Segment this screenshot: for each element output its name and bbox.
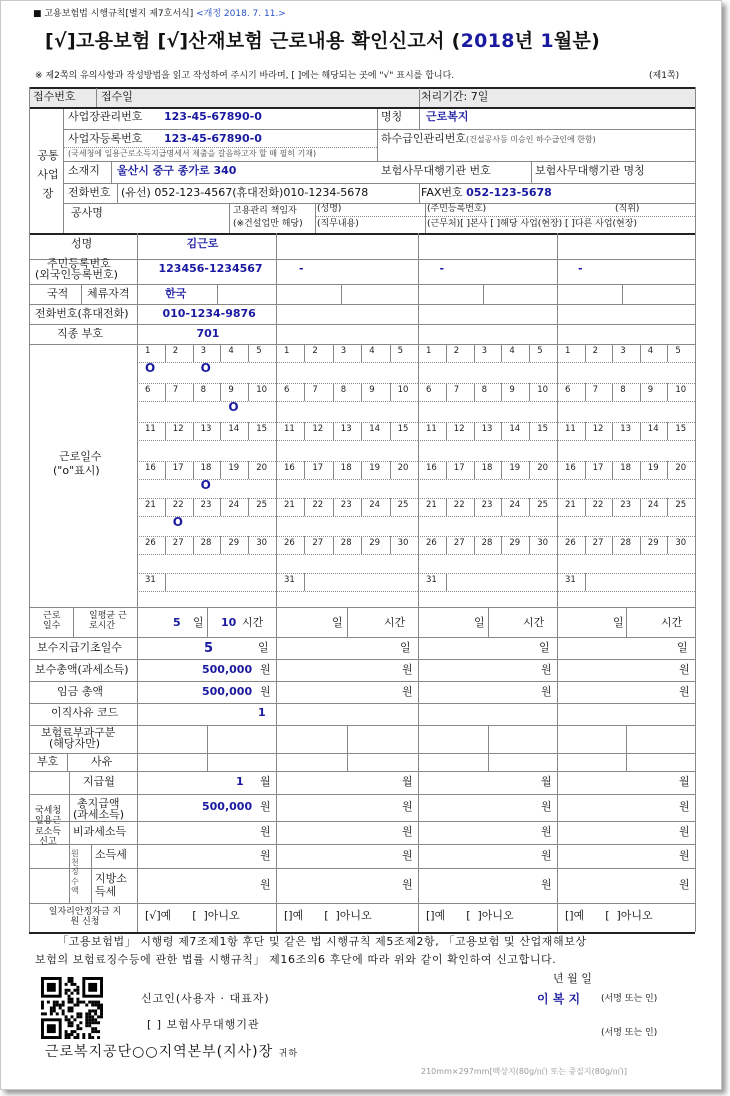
total-pay-label: 총지급액: [77, 797, 120, 810]
calendar-day-number: 13: [200, 424, 212, 434]
work-section-label: 근로 일수: [43, 611, 61, 632]
mgmt-no-label: 사업장관리번호: [68, 110, 143, 123]
calendar-day-number: 1: [284, 346, 290, 356]
calendar-day-number: 27: [453, 538, 465, 548]
worker-name[interactable]: 김근로: [186, 237, 219, 250]
calendar-day-number: 17: [453, 463, 465, 473]
calendar-day-number: 18: [620, 463, 632, 473]
worker-total-pay[interactable]: 500,000: [202, 800, 253, 813]
day-unit: 일: [400, 641, 411, 654]
won-unit: 원: [541, 849, 552, 862]
calendar-day-number: 10: [256, 385, 268, 395]
calendar-day-number: 6: [426, 385, 432, 395]
calendar-day-number: 2: [592, 346, 599, 356]
calendar-day-number: 16: [426, 463, 437, 473]
sign-placeholder-1[interactable]: (서명 또는 인): [601, 994, 658, 1004]
calendar-day-number: 23: [620, 500, 632, 510]
phone-label: 전화번호(휴대전화): [35, 307, 129, 320]
pay-days-label: 보수지급기초일수: [37, 641, 123, 654]
worker-pay-days[interactable]: 5: [204, 641, 214, 656]
worker-leave-code[interactable]: 1: [258, 706, 266, 719]
manager-place: (근무처)[ ]본사 [ ]해당 사업(현장) [ ]다른 사업(현장): [427, 219, 637, 229]
calendar-day-number: 20: [537, 463, 549, 473]
manager-note: (※건설업만 해당): [233, 219, 303, 229]
calendar-day-number: 11: [145, 424, 156, 434]
reg-no-value[interactable]: 123-45-67890-0: [164, 132, 262, 145]
calendar-day-number: 17: [172, 463, 184, 473]
month-unit: 월: [402, 775, 413, 788]
calendar-day-number: 26: [426, 538, 437, 548]
calendar-day-number: 1: [565, 346, 571, 356]
calendar-day-number: 24: [647, 500, 659, 510]
worker-hours[interactable]: 10: [221, 616, 237, 629]
phone-values[interactable]: (유선) 052-123-4567(휴대전화)010-1234-5678: [121, 186, 369, 199]
calendar-day-number: 12: [592, 424, 604, 434]
manager-label: 고용관리 책임자: [233, 206, 297, 216]
page-number: (제1쪽): [649, 71, 680, 81]
calendar-day-number: 22: [172, 500, 184, 510]
reporter-label: 신고인(사용자 · 대표자): [141, 992, 270, 1005]
calendar-day-number: 2: [172, 346, 179, 356]
calendar-day-number: 9: [369, 385, 375, 395]
worker-nationality[interactable]: 한국: [165, 287, 187, 300]
work-day-mark[interactable]: O: [200, 361, 211, 375]
calendar-day-number: 10: [537, 385, 549, 395]
calendar-day-number: 4: [509, 346, 515, 356]
won-unit: 원: [402, 800, 413, 813]
worker-id[interactable]: -: [299, 262, 304, 275]
calendar-day-number: 23: [340, 500, 352, 510]
premium-class-label: 보험료부과구분: [41, 726, 116, 739]
won-unit: 원: [260, 685, 271, 698]
worker-work-days[interactable]: 5: [173, 616, 181, 629]
calendar-day-number: 6: [565, 385, 571, 395]
calendar-day-number: 30: [256, 538, 268, 548]
calendar-day-number: 18: [340, 463, 352, 473]
company-name-label: 명칭: [381, 110, 403, 123]
local-tax-label: 지방소득세: [95, 872, 127, 898]
job-stability-choice[interactable]: []예 [ ]아니오: [565, 909, 653, 922]
work-days-note: ("o"표시): [53, 464, 100, 477]
calendar-day-number: 7: [172, 385, 179, 395]
calendar-day-number: 25: [397, 500, 409, 510]
calendar-day-number: 12: [172, 424, 184, 434]
won-unit: 원: [679, 800, 690, 813]
calendar-day-number: 31: [145, 575, 156, 585]
day-unit: 일: [332, 616, 343, 629]
address-label: 소재지: [68, 164, 100, 177]
day-unit: 일: [474, 616, 485, 629]
work-day-mark[interactable]: O: [228, 400, 239, 414]
calendar-day-number: 4: [228, 346, 234, 356]
receipt-date-label: 접수일: [101, 90, 133, 103]
qr-code-icon: [41, 977, 103, 1039]
day-unit: 일: [193, 616, 204, 629]
worker-wage-total[interactable]: 500,000: [202, 685, 253, 698]
agency-name-label: 보험사무대행기관 명칭: [535, 164, 645, 177]
daily-avg-label: 일평균 근로시간: [89, 611, 127, 632]
calendar-day-number: 11: [284, 424, 295, 434]
calendar-day-number: 20: [256, 463, 268, 473]
recipient: 근로복지공단○○지역본부(지사)장 귀하: [45, 1044, 299, 1060]
calendar-day-number: 11: [426, 424, 437, 434]
calendar-day-number: 23: [200, 500, 212, 510]
calendar-day-number: 22: [592, 500, 604, 510]
won-unit: 원: [541, 800, 552, 813]
won-unit: 원: [402, 849, 413, 862]
withheld-label: 원천징수액: [71, 849, 79, 895]
won-unit: 원: [541, 878, 552, 891]
work-day-mark[interactable]: O: [200, 478, 211, 492]
id-label: 주민등록번호: [47, 257, 111, 270]
won-unit: 원: [260, 825, 271, 838]
calendar-day-number: 29: [228, 538, 240, 548]
calendar-day-number: 8: [620, 385, 626, 395]
worker-id[interactable]: -: [439, 262, 445, 275]
calendar-day-number: 27: [592, 538, 604, 548]
work-day-mark[interactable]: O: [145, 361, 156, 375]
calendar-day-number: 14: [228, 424, 240, 434]
calendar-day-number: 13: [481, 424, 493, 434]
calendar-day-number: 3: [200, 346, 207, 356]
calendar-day-number: 24: [369, 500, 381, 510]
work-day-mark[interactable]: O: [172, 515, 183, 529]
calendar-day-number: 16: [284, 463, 295, 473]
day-unit: 일: [613, 616, 624, 629]
leave-code-label: 이직사유 코드: [51, 706, 119, 719]
calendar-day-number: 4: [369, 346, 375, 356]
form-title: [√]고용보험 [√]산재보험 근로내용 확인신고서 (2018년 1월분): [45, 30, 601, 52]
calendar-day-number: 8: [481, 385, 488, 395]
calendar-day-number: 21: [145, 500, 156, 510]
project-name-label: 공사명: [71, 206, 103, 219]
calendar-day-number: 14: [369, 424, 381, 434]
calendar-day-number: 1: [145, 346, 151, 356]
reg-no-label: 사업자등록번호: [68, 132, 143, 145]
calendar-day-number: 7: [592, 385, 599, 395]
calendar-day-number: 15: [675, 424, 687, 434]
calendar-day-number: 22: [312, 500, 324, 510]
calendar-day-number: 19: [228, 463, 240, 473]
won-unit: 원: [679, 825, 690, 838]
calendar-day-number: 31: [565, 575, 576, 585]
wage-total-label: 임금 총액: [57, 685, 104, 698]
month-unit: 월: [541, 775, 552, 788]
month-unit: 월: [260, 775, 271, 788]
agency-no-label: 보험사무대행기관 번호: [381, 164, 491, 177]
calendar-day-number: 25: [537, 500, 549, 510]
calendar-day-number: 24: [509, 500, 521, 510]
calendar-day-number: 2: [453, 346, 460, 356]
manager-duty-label: (직무내용): [317, 219, 359, 229]
name-label: 성명: [71, 237, 93, 250]
visa-label: 체류자격: [87, 287, 130, 300]
calendar-day-number: 25: [256, 500, 268, 510]
calendar-day-number: 5: [397, 346, 404, 356]
hour-unit: 시간: [661, 616, 683, 629]
calendar-day-number: 28: [620, 538, 632, 548]
calendar-day-number: 9: [228, 385, 234, 395]
calendar-day-number: 20: [397, 463, 409, 473]
manager-name-label: (성명): [317, 204, 342, 214]
calendar-day-number: 7: [312, 385, 318, 395]
report-date[interactable]: 년 월 일: [553, 972, 592, 985]
calendar-day-number: 6: [284, 385, 290, 395]
calendar-day-number: 4: [647, 346, 654, 356]
calendar-day-number: 13: [620, 424, 632, 434]
worker-pay-total[interactable]: 500,000: [202, 663, 253, 676]
won-unit: 원: [402, 663, 413, 676]
worker-phone[interactable]: 010-1234-9876: [162, 307, 256, 320]
calendar-day-number: 22: [453, 500, 465, 510]
calendar-day-number: 26: [284, 538, 295, 548]
hour-unit: 시간: [523, 616, 545, 629]
won-unit: 원: [541, 663, 552, 676]
job-stability-label: 일자리안정자금 지원 신청: [48, 907, 122, 928]
job-code-label: 직종 부호: [57, 327, 104, 340]
calendar-day-number: 19: [509, 463, 521, 473]
nationality-label: 국적: [47, 287, 69, 300]
calendar-day-number: 18: [481, 463, 493, 473]
calendar-day-number: 30: [675, 538, 687, 548]
company-section-label: 공통 사업 장: [37, 149, 59, 200]
calendar-day-number: 17: [592, 463, 604, 473]
job-stability-choice[interactable]: []예 [ ]아니오: [426, 909, 514, 922]
calendar-day-number: 31: [284, 575, 295, 585]
calendar-day-number: 8: [200, 385, 207, 395]
calendar-day-number: 29: [647, 538, 659, 548]
manager-pos-label: (직위): [615, 204, 640, 214]
calendar-day-number: 10: [675, 385, 687, 395]
worker-id[interactable]: -: [578, 262, 583, 275]
total-pay-sub-label: (과세소득): [73, 808, 125, 821]
calendar-day-number: 27: [172, 538, 184, 548]
hour-unit: 시간: [242, 616, 264, 629]
calendar-day-number: 31: [426, 575, 437, 585]
calendar-day-number: 14: [509, 424, 521, 434]
mgmt-no-value[interactable]: 123-45-67890-0: [164, 110, 262, 123]
processing-period: 처리기간: 7일: [421, 90, 489, 103]
paper-note: 210mm×297mm[백상지(80g/㎡) 또는 중질지(80g/㎡)]: [421, 1067, 627, 1076]
calendar-day-number: 21: [426, 500, 437, 510]
won-unit: 원: [260, 849, 271, 862]
calendar-day-number: 29: [509, 538, 521, 548]
won-unit: 원: [679, 849, 690, 862]
form-notice: ※ 제2쪽의 유의사항과 작성방법을 읽고 작성하여 주시기 바라며, [ ]에는 해당되는 곳에 "√" 표시를 합니다.: [35, 71, 455, 81]
worker-job-code[interactable]: 701: [196, 327, 220, 340]
reg-no-note: (국세청에 일용근로소득지급명세서 제출을 갈음하고자 할 때 필히 기재): [68, 149, 317, 158]
calendar-day-number: 6: [145, 385, 151, 395]
calendar-day-number: 28: [481, 538, 493, 548]
calendar-day-number: 11: [565, 424, 576, 434]
calendar-day-number: 2: [312, 346, 318, 356]
calendar-day-number: 12: [453, 424, 465, 434]
fax-field[interactable]: FAX번호 052-123-5678: [421, 186, 552, 199]
calendar-day-number: 23: [481, 500, 493, 510]
nontax-label: 비과세소득: [73, 825, 127, 838]
calendar-day-number: 19: [647, 463, 659, 473]
won-unit: 원: [541, 685, 552, 698]
calendar-day-number: 13: [340, 424, 352, 434]
calendar-day-number: 15: [397, 424, 409, 434]
calendar-day-number: 26: [565, 538, 576, 548]
address-value[interactable]: 울산시 중구 종가로 340: [117, 164, 237, 177]
calendar-day-number: 5: [537, 346, 543, 356]
calendar-day-number: 15: [537, 424, 549, 434]
calendar-day-number: 16: [145, 463, 156, 473]
calendar-day-number: 5: [256, 346, 262, 356]
calendar-day-number: 3: [340, 346, 347, 356]
won-unit: 원: [260, 878, 271, 891]
calendar-day-number: 19: [369, 463, 381, 473]
won-unit: 원: [402, 825, 413, 838]
worker-id[interactable]: 123456-1234567: [158, 262, 263, 275]
calendar-day-number: 24: [228, 500, 240, 510]
id-sub-label: (외국인등록번호): [35, 268, 118, 281]
code-label: 부호: [37, 755, 59, 768]
calendar-day-number: 9: [509, 385, 515, 395]
month-unit: 월: [679, 775, 690, 788]
calendar-day-number: 21: [284, 500, 295, 510]
calendar-day-number: 10: [397, 385, 409, 395]
calendar-day-number: 15: [256, 424, 268, 434]
income-tax-label: 소득세: [95, 848, 127, 861]
calendar-day-number: 7: [453, 385, 460, 395]
won-unit: 원: [679, 878, 690, 891]
won-unit: 원: [679, 663, 690, 676]
day-unit: 일: [539, 641, 550, 654]
premium-class-sub: (해당자만): [49, 737, 101, 750]
subcontract-no-label: 하수급인관리번호(건설공사등 미승인 하수급인에 한함): [381, 132, 596, 145]
won-unit: 원: [679, 685, 690, 698]
won-unit: 원: [260, 663, 271, 676]
calendar-day-number: 27: [312, 538, 324, 548]
won-unit: 원: [402, 878, 413, 891]
job-stability-choice[interactable]: [√]예 [ ]아니오: [145, 909, 240, 922]
manager-id-label: (주민등록번호): [427, 204, 487, 214]
worker-pay-month[interactable]: 1: [236, 775, 244, 788]
calendar-day-number: 20: [675, 463, 687, 473]
statement-line1: 「고용보험법」 시행령 제7조제1항 후단 및 같은 법 시행규칙 제5조제2항, 「고용보험 및 산업재해보상: [57, 935, 587, 948]
sign-placeholder-2[interactable]: (서명 또는 인): [601, 1028, 658, 1038]
agency-label: [ ] 보험사무대행기관: [147, 1018, 260, 1031]
hour-unit: 시간: [384, 616, 406, 629]
tax-section-label: 국세청 일용근로소득 신고: [34, 806, 62, 848]
calendar-day-number: 21: [565, 500, 576, 510]
job-stability-choice[interactable]: []예 [ ]아니오: [284, 909, 372, 922]
calendar-day-number: 26: [145, 538, 156, 548]
calendar-day-number: 30: [537, 538, 549, 548]
calendar-day-number: 3: [620, 346, 626, 356]
calendar-day-number: 3: [481, 346, 488, 356]
calendar-day-number: 25: [675, 500, 687, 510]
calendar-day-number: 5: [675, 346, 681, 356]
calendar-day-number: 28: [200, 538, 212, 548]
work-days-label: 근로일수: [59, 450, 102, 463]
calendar-day-number: 8: [340, 385, 347, 395]
calendar-day-number: 16: [565, 463, 576, 473]
calendar-day-number: 9: [647, 385, 654, 395]
day-unit: 일: [258, 641, 269, 654]
pay-total-label: 보수총액(과세소득): [35, 663, 129, 676]
statement-line2: 보험의 보험료징수등에 관한 법률 시행규칙」 제16조의6 후단에 따라 위와 같이 확인하여 신고합니다.: [35, 953, 557, 966]
day-unit: 일: [677, 641, 688, 654]
reporter-name[interactable]: 이 복 지: [537, 992, 581, 1006]
calendar-day-number: 17: [312, 463, 324, 473]
calendar-day-number: 29: [369, 538, 381, 548]
reason-label: 사유: [91, 755, 113, 768]
calendar-day-number: 30: [397, 538, 409, 548]
calendar-day-number: 12: [312, 424, 324, 434]
won-unit: 원: [260, 800, 271, 813]
calendar-day-number: 28: [340, 538, 352, 548]
calendar-day-number: 14: [647, 424, 659, 434]
form-reference: ■ 고용보험법 시행규칙[별지 제7호서식] <개정 2018. 7. 11.>: [33, 9, 286, 19]
won-unit: 원: [402, 685, 413, 698]
company-name-value[interactable]: 근로복지: [426, 110, 469, 123]
calendar-day-number: 18: [200, 463, 212, 473]
phone-label: 전화번호: [68, 186, 111, 199]
receipt-no-label: 접수번호: [33, 90, 76, 103]
won-unit: 원: [541, 825, 552, 838]
calendar-day-number: 1: [426, 346, 432, 356]
pay-month-label: 지급월: [83, 775, 115, 788]
